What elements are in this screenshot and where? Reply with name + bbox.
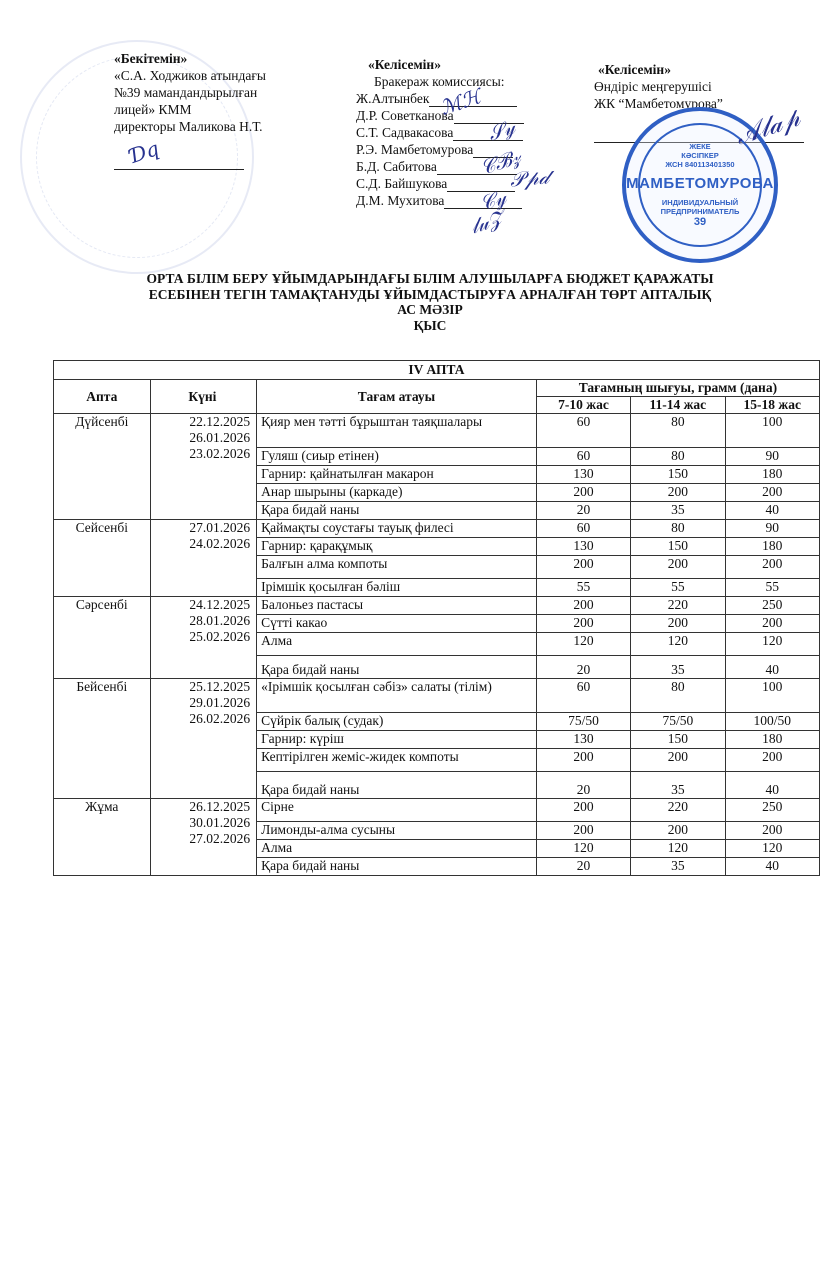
commission-member: Д.Р. Советканова bbox=[356, 107, 566, 124]
header-dish: Тағам атауы bbox=[257, 380, 537, 414]
portion-11-14: 200 bbox=[631, 615, 725, 633]
commission-signature: ℳℋ bbox=[437, 84, 484, 120]
portion-7-10: 120 bbox=[536, 633, 630, 656]
day-name: Бейсенбі bbox=[54, 679, 151, 799]
portion-15-18: 55 bbox=[725, 579, 819, 597]
portion-15-18: 40 bbox=[725, 772, 819, 799]
dish-name: «Ірімшік қосылған сәбіз» салаты (тілім) bbox=[257, 679, 537, 713]
portion-7-10: 200 bbox=[536, 822, 630, 840]
portion-15-18: 100 bbox=[725, 414, 819, 448]
portion-15-18: 120 bbox=[725, 633, 819, 656]
header-week: Апта bbox=[54, 380, 151, 414]
header-yield: Тағамның шығуы, грамм (дана) bbox=[536, 380, 819, 397]
portion-7-10: 20 bbox=[536, 772, 630, 799]
portion-15-18: 250 bbox=[725, 597, 819, 615]
dish-name: Гуляш (сиыр етінен) bbox=[257, 448, 537, 466]
dish-name: Қаймақты соустағы тауық филесі bbox=[257, 520, 537, 538]
dish-name: Балғын алма компоты bbox=[257, 556, 537, 579]
portion-15-18: 200 bbox=[725, 484, 819, 502]
portion-7-10: 200 bbox=[536, 799, 630, 822]
dish-name: Лимонды-алма сусыны bbox=[257, 822, 537, 840]
portion-11-14: 80 bbox=[631, 679, 725, 713]
production-signature: 𝒜𝓁𝒶𝓅 bbox=[731, 102, 804, 152]
stamp-text: ПРЕДПРИНИМАТЕЛЬ bbox=[660, 207, 740, 216]
portion-15-18: 100/50 bbox=[725, 713, 819, 731]
day-name: Сәрсенбі bbox=[54, 597, 151, 679]
header-age-11-14: 11-14 жас bbox=[631, 397, 725, 414]
dish-name: Қара бидай наны bbox=[257, 858, 537, 876]
portion-11-14: 200 bbox=[631, 556, 725, 579]
day-name: Жұма bbox=[54, 799, 151, 876]
portion-15-18: 200 bbox=[725, 822, 819, 840]
table-row bbox=[54, 799, 820, 822]
portion-7-10: 200 bbox=[536, 615, 630, 633]
header-day: Күні bbox=[150, 380, 257, 414]
commission-signature: 𝓁𝓊𝒵 bbox=[467, 205, 507, 239]
stamp-number: 39 bbox=[693, 216, 707, 228]
commission-member: Ж.Алтынбек bbox=[356, 90, 566, 107]
portion-11-14: 75/50 bbox=[631, 713, 725, 731]
approval-line: «С.А. Ходжиков атындағы bbox=[114, 68, 266, 83]
commission-member: Б.Д. Сабитова bbox=[356, 158, 566, 175]
day-dates: 24.12.2025 28.01.2026 25.02.2026 bbox=[150, 597, 257, 679]
portion-15-18: 180 bbox=[725, 731, 819, 749]
portion-15-18: 180 bbox=[725, 538, 819, 556]
portion-11-14: 120 bbox=[631, 633, 725, 656]
commission-signature: 𝒫𝓅𝒹 bbox=[509, 164, 550, 192]
table-row bbox=[54, 520, 820, 538]
approval-heading: «Бекітемін» bbox=[114, 51, 188, 66]
day-dates: 25.12.2025 29.01.2026 26.02.2026 bbox=[150, 679, 257, 799]
approval-line: №39 мамандандырылған bbox=[114, 85, 258, 100]
portion-11-14: 200 bbox=[631, 822, 725, 840]
portion-15-18: 180 bbox=[725, 466, 819, 484]
portion-15-18: 40 bbox=[725, 858, 819, 876]
portion-15-18: 200 bbox=[725, 556, 819, 579]
portion-11-14: 55 bbox=[631, 579, 725, 597]
portion-11-14: 35 bbox=[631, 772, 725, 799]
portion-7-10: 120 bbox=[536, 840, 630, 858]
portion-7-10: 20 bbox=[536, 858, 630, 876]
portion-11-14: 200 bbox=[631, 484, 725, 502]
portion-15-18: 90 bbox=[725, 520, 819, 538]
portion-15-18: 40 bbox=[725, 656, 819, 679]
stamp-text: ЖСН 840113401350 bbox=[665, 160, 735, 169]
portion-7-10: 130 bbox=[536, 731, 630, 749]
portion-7-10: 60 bbox=[536, 520, 630, 538]
commission-member: С.Т. Садвакасова bbox=[356, 124, 566, 141]
portion-15-18: 90 bbox=[725, 448, 819, 466]
portion-7-10: 55 bbox=[536, 579, 630, 597]
header-age-15-18: 15-18 жас bbox=[725, 397, 819, 414]
portion-15-18: 200 bbox=[725, 615, 819, 633]
commission-member: Д.М. Мухитова bbox=[356, 192, 566, 209]
portion-7-10: 200 bbox=[536, 597, 630, 615]
commission-label: Бракераж комиссиясы: bbox=[374, 74, 505, 89]
stamp-name: МАМБЕТОМУРОВА bbox=[626, 175, 774, 192]
dish-name: Анар шырыны (каркаде) bbox=[257, 484, 537, 502]
portion-15-18: 100 bbox=[725, 679, 819, 713]
table-row bbox=[54, 597, 820, 615]
header-age-7-10: 7-10 жас bbox=[536, 397, 630, 414]
portion-7-10: 60 bbox=[536, 679, 630, 713]
portion-15-18: 250 bbox=[725, 799, 819, 822]
table-row bbox=[54, 679, 820, 713]
portion-7-10: 20 bbox=[536, 656, 630, 679]
week-label: IV АПТА bbox=[54, 361, 820, 380]
dish-name: Кептірілген жеміс-жидек компоты bbox=[257, 749, 537, 772]
commission-signature: 𝒞ℬ𝓏 bbox=[477, 144, 524, 180]
commission-signature: 𝒞𝓎 bbox=[476, 184, 510, 216]
dish-name: Гарнир: күріш bbox=[257, 731, 537, 749]
dish-name: Қара бидай наны bbox=[257, 656, 537, 679]
portion-7-10: 60 bbox=[536, 448, 630, 466]
day-name: Сейсенбі bbox=[54, 520, 151, 597]
approval-line: директоры Маликова Н.Т. bbox=[114, 119, 263, 134]
portion-11-14: 150 bbox=[631, 538, 725, 556]
day-dates: 22.12.2025 26.01.2026 23.02.2026 bbox=[150, 414, 257, 520]
dish-name: Гарнир: қарақұмық bbox=[257, 538, 537, 556]
dish-name: Сірне bbox=[257, 799, 537, 822]
signature-line bbox=[114, 169, 244, 170]
dish-name: Қара бидай наны bbox=[257, 502, 537, 520]
table-row bbox=[54, 414, 820, 448]
day-name: Дүйсенбі bbox=[54, 414, 151, 520]
portion-11-14: 150 bbox=[631, 466, 725, 484]
portion-11-14: 220 bbox=[631, 597, 725, 615]
approval-line: лицей» КММ bbox=[114, 102, 192, 117]
portion-7-10: 130 bbox=[536, 538, 630, 556]
portion-11-14: 150 bbox=[631, 731, 725, 749]
portion-7-10: 75/50 bbox=[536, 713, 630, 731]
portion-15-18: 200 bbox=[725, 749, 819, 772]
stamp-text: ЖЕКЕ bbox=[689, 142, 711, 151]
portion-11-14: 35 bbox=[631, 656, 725, 679]
portion-11-14: 200 bbox=[631, 749, 725, 772]
approval-line: Өндіріс меңгерушісі bbox=[594, 79, 712, 94]
commission-member: С.Д. Байшукова bbox=[356, 175, 566, 192]
portion-7-10: 200 bbox=[536, 749, 630, 772]
approval-heading: «Келісемін» bbox=[368, 57, 441, 72]
portion-7-10: 60 bbox=[536, 414, 630, 448]
dish-name: Балоньез пастасы bbox=[257, 597, 537, 615]
portion-7-10: 200 bbox=[536, 556, 630, 579]
director-signature: Ɗq bbox=[126, 136, 162, 168]
document-title: ОРТА БІЛІМ БЕРУ ҰЙЫМДАРЫНДАҒЫ БІЛІМ АЛУШЫЛАРҒА БЮДЖЕТ ҚАРАЖАТЫ ЕСЕБІНЕН ТЕГІН ТАМАҚТАНУДЫ ҰЙЫМДАСТЫРУҒА АРНАЛҒАН ТӨРТ АПТАЛЫҚ АС МӘЗІР ҚЫС bbox=[146, 271, 714, 333]
portion-7-10: 130 bbox=[536, 466, 630, 484]
portion-11-14: 220 bbox=[631, 799, 725, 822]
approval-line: ЖК “Мамбетомурова” bbox=[594, 96, 723, 111]
commission-member: Р.Э. Мамбетомурова bbox=[356, 141, 566, 158]
dish-name: Алма bbox=[257, 633, 537, 656]
dish-name: Сүйрік балық (судак) bbox=[257, 713, 537, 731]
commission-signature: 𝒮𝓎 bbox=[484, 114, 519, 146]
stamp-text: КӘСІПКЕР bbox=[681, 151, 719, 160]
portion-11-14: 80 bbox=[631, 414, 725, 448]
dish-name: Ірімшік қосылған бәліш bbox=[257, 579, 537, 597]
portion-11-14: 120 bbox=[631, 840, 725, 858]
portion-7-10: 20 bbox=[536, 502, 630, 520]
day-dates: 27.01.2026 24.02.2026 bbox=[150, 520, 257, 597]
portion-7-10: 200 bbox=[536, 484, 630, 502]
portion-11-14: 80 bbox=[631, 448, 725, 466]
dish-name: Қияр мен тәтті бұрыштан таяқшалары bbox=[257, 414, 537, 448]
dish-name: Гарнир: қайнатылған макарон bbox=[257, 466, 537, 484]
dish-name: Алма bbox=[257, 840, 537, 858]
portion-15-18: 40 bbox=[725, 502, 819, 520]
approval-heading: «Келісемін» bbox=[598, 62, 671, 77]
dish-name: Сүтті какао bbox=[257, 615, 537, 633]
day-dates: 26.12.2025 30.01.2026 27.02.2026 bbox=[150, 799, 257, 876]
dish-name: Қара бидай наны bbox=[257, 772, 537, 799]
menu-table bbox=[53, 360, 820, 876]
portion-11-14: 80 bbox=[631, 520, 725, 538]
portion-15-18: 120 bbox=[725, 840, 819, 858]
stamp-text: ИНДИВИДУАЛЬНЫЙ bbox=[661, 198, 739, 207]
portion-11-14: 35 bbox=[631, 502, 725, 520]
portion-11-14: 35 bbox=[631, 858, 725, 876]
